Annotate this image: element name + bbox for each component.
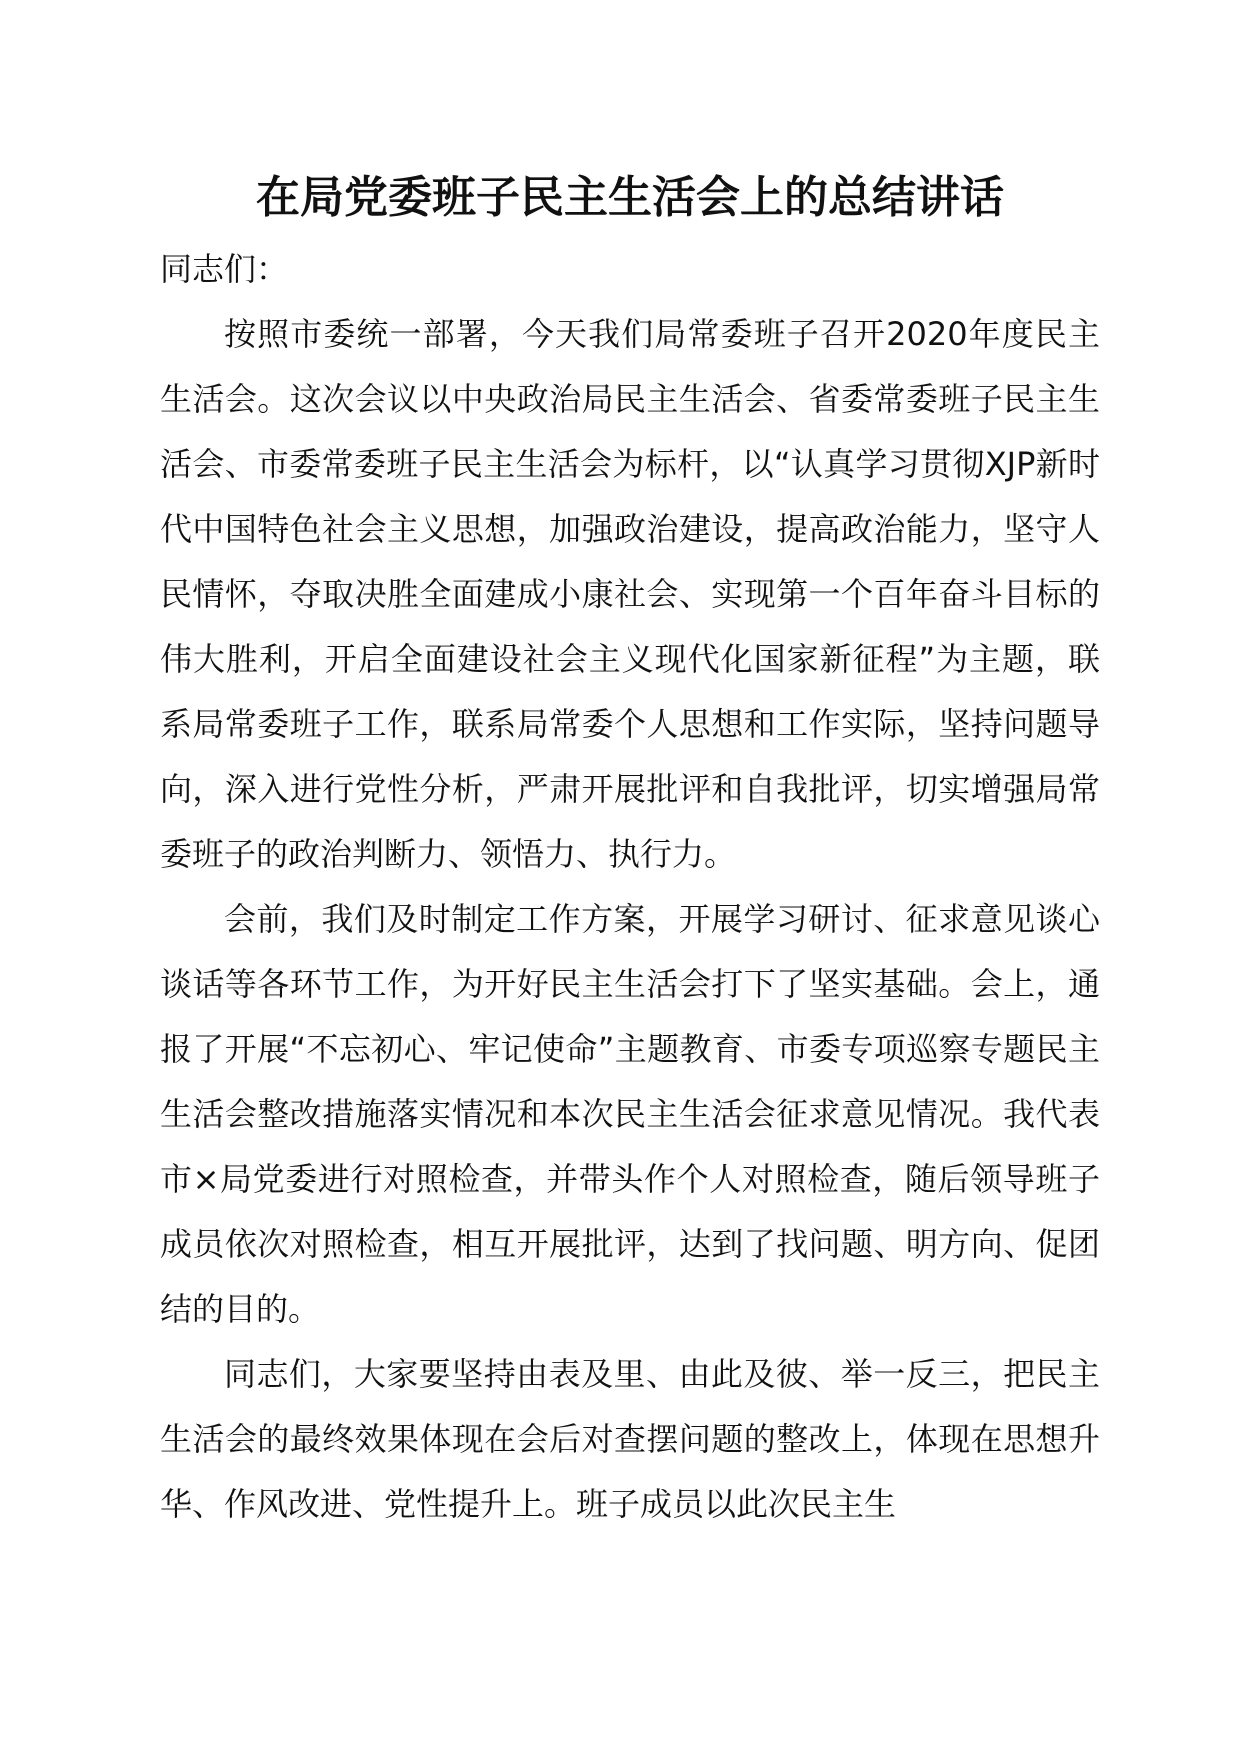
paragraph-2: 会前，我们及时制定工作方案，开展学习研讨、征求意见谈心谈话等各环节工作，为开好民主生活会打下了坚实基础。会上，通报了开展“不忘初心、牢记使命”主题教育、市委专项巡察专题民主生活会整改措施落实情况和本次民主生活会征求意见情况。我代表市×局党委进行对照检查，并带头作个人对照检查，随后领导班子成员依次对照检查，相互开展批评，达到了找问题、明方向、促团结的目的。 [160,900,1100,1328]
salutation: 同志们： [160,250,289,288]
document-title: 在局党委班子民主生活会上的总结讲话 [256,172,1004,223]
paragraph-1: 按照市委统一部署，今天我们局常委班子召开2020年度民主生活会。这次会议以中央政治局民主生活会、省委常委班子民主生活会、市委常委班子民主生活会为标杆，以“认真学习贯彻XJP新时代中国特色社会主义思想，加强政治建设，提高政治能力，坚守人民情怀，夺取决胜全面建成小康社会、实现第一个百年奋斗目标的伟大胜利，开启全面建设社会主义现代化国家新征程”为主题，联系局常委班子工作，联系局常委个人思想和工作实际，坚持问题导向，深入进行党性分析，严肃开展批评和自我批评，切实增强局常委班子的政治判断力、领悟力、执行力。 [160,315,1100,873]
paragraph-3: 同志们，大家要坚持由表及里、由此及彼、举一反三，把民主生活会的最终效果体现在会后对查摆问题的整改上，体现在思想升华、作风改进、党性提升上。班子成员以此次民主生 [160,1355,1100,1523]
document-body [160,160,1100,1537]
